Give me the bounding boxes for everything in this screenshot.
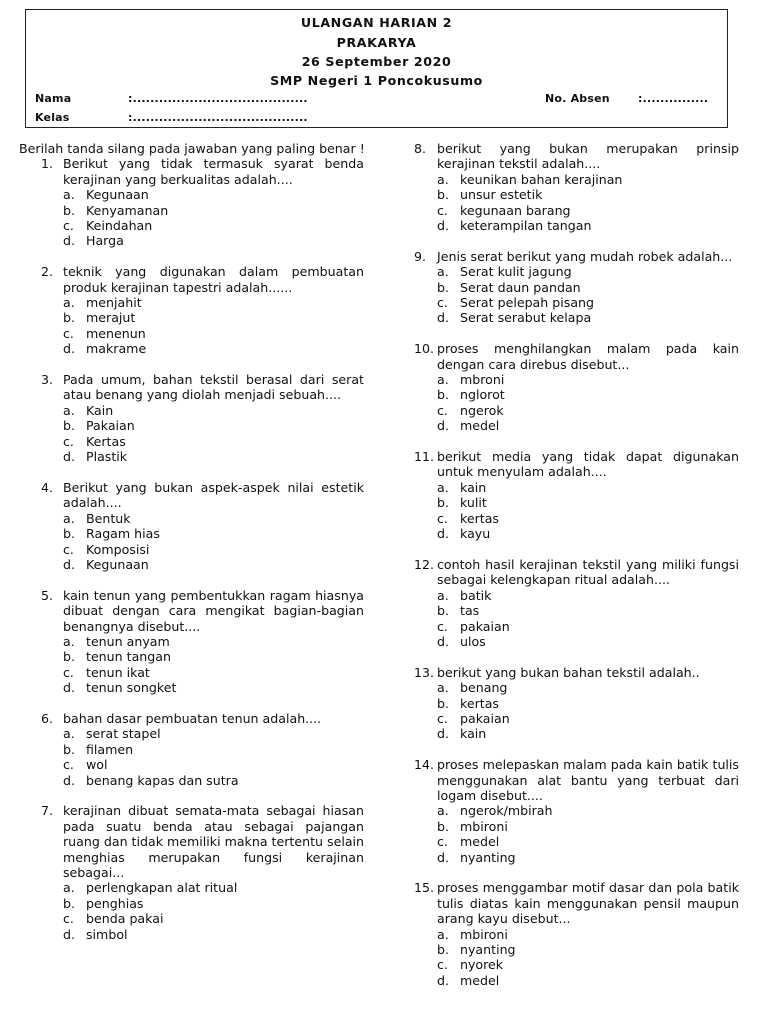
answer-options xyxy=(437,927,739,989)
question-number: 11. xyxy=(414,449,435,465)
question-number: 5. xyxy=(40,587,53,603)
class-field[interactable]: :........................................ xyxy=(128,111,308,124)
answer-option[interactable] xyxy=(63,187,364,202)
option-letter: b. xyxy=(63,649,75,665)
option-letter: c. xyxy=(63,757,74,773)
question-item xyxy=(414,249,739,326)
question-item xyxy=(19,372,364,464)
option-letter: c. xyxy=(437,834,448,850)
subject-title: PRAKARYA xyxy=(336,35,417,50)
option-letter: a. xyxy=(437,479,449,495)
question-number: 7. xyxy=(40,803,53,819)
answer-option[interactable] xyxy=(437,957,739,972)
option-letter: b. xyxy=(63,202,75,218)
question-text: Jenis serat berikut yang mudah robek adalah... xyxy=(437,248,733,264)
answer-option[interactable] xyxy=(63,434,364,449)
option-letter: d. xyxy=(63,772,75,788)
option-letter: d. xyxy=(63,233,75,249)
name-field[interactable]: :........................................ xyxy=(128,92,308,105)
answer-option[interactable] xyxy=(63,418,364,433)
answer-option[interactable] xyxy=(437,819,739,834)
question-number: 1. xyxy=(40,156,53,172)
option-text: tenun ikat xyxy=(86,664,150,680)
answer-option[interactable] xyxy=(437,834,739,849)
question-text: Pada umum, bahan tekstil berasal dari serat atau benang yang diolah menjadi sebuah.... xyxy=(63,372,364,403)
option-letter: a. xyxy=(437,264,449,280)
answer-option[interactable] xyxy=(437,495,739,510)
option-text: keterampilan tangan xyxy=(460,218,592,234)
answer-options xyxy=(437,172,739,234)
option-letter: b. xyxy=(63,310,75,326)
question-number: 15. xyxy=(414,880,435,896)
option-text: mbironi xyxy=(460,818,508,834)
answer-option[interactable] xyxy=(437,295,739,310)
question-text: kerajinan dibuat semata-mata sebagai hiasan pada suatu benda atau sebagai pajangan ruang dan tidak memiliki makna tertentu selain menghias merupakan fungsi kerajinan sebagai... xyxy=(63,803,365,880)
question-item xyxy=(414,449,739,541)
answer-option[interactable] xyxy=(63,526,364,541)
answer-options xyxy=(63,634,364,696)
option-text: Serat serabut kelapa xyxy=(460,310,592,326)
answer-options xyxy=(63,880,364,942)
option-text: tas xyxy=(460,603,480,619)
option-letter: c. xyxy=(63,911,74,927)
question-item xyxy=(19,588,364,696)
option-letter: d. xyxy=(437,218,449,234)
option-letter: d. xyxy=(63,926,75,942)
option-letter: c. xyxy=(437,710,448,726)
option-text: merajut xyxy=(86,310,136,326)
answer-option[interactable] xyxy=(63,927,364,942)
option-text: perlengkapan alat ritual xyxy=(86,880,238,896)
option-letter: c. xyxy=(437,295,448,311)
name-label: Nama xyxy=(35,92,72,105)
option-letter: b. xyxy=(63,895,75,911)
option-letter: a. xyxy=(437,926,449,942)
answer-option[interactable] xyxy=(437,803,739,818)
absen-label: No. Absen xyxy=(545,92,610,105)
option-letter: b. xyxy=(437,695,449,711)
question-number: 2. xyxy=(40,264,53,280)
option-text: kulit xyxy=(460,495,487,511)
question-number: 9. xyxy=(414,248,427,264)
option-text: unsur estetik xyxy=(460,187,543,203)
question-list-left xyxy=(19,156,364,942)
exam-date: 26 September 2020 xyxy=(301,54,452,69)
answer-option[interactable] xyxy=(437,372,739,387)
answer-option[interactable] xyxy=(437,403,739,418)
school-name: SMP Negeri 1 Poncokusumo xyxy=(270,73,483,88)
question-column-left xyxy=(19,141,364,957)
question-list-right xyxy=(414,141,739,988)
question-item xyxy=(414,341,739,433)
question-item xyxy=(414,757,739,865)
answer-option[interactable] xyxy=(63,203,364,218)
answer-option[interactable] xyxy=(63,542,364,557)
question-item xyxy=(414,141,739,233)
answer-option[interactable] xyxy=(63,680,364,695)
question-item xyxy=(414,880,739,988)
option-text: Serat pelepah pisang xyxy=(460,295,595,311)
option-letter: a. xyxy=(437,171,449,187)
option-text: kertas xyxy=(460,695,499,711)
option-letter: c. xyxy=(437,957,448,973)
option-text: Kenyamanan xyxy=(86,202,169,218)
option-letter: d. xyxy=(437,726,449,742)
question-text: proses menggambar motif dasar dan pola batik tulis diatas kain menggunakan pensil maupun arang kayu disebut... xyxy=(437,880,739,927)
option-text: batik xyxy=(460,587,492,603)
option-letter: c. xyxy=(437,202,448,218)
absen-field[interactable]: :............... xyxy=(638,92,709,105)
answer-option[interactable] xyxy=(437,418,739,433)
question-item xyxy=(19,711,364,788)
option-letter: a. xyxy=(63,880,75,896)
option-text: medel xyxy=(460,418,500,434)
option-letter: c. xyxy=(437,402,448,418)
option-letter: b. xyxy=(63,526,75,542)
option-text: menjahit xyxy=(86,295,142,311)
answer-option[interactable] xyxy=(63,310,364,325)
question-item xyxy=(414,665,739,742)
option-text: serat stapel xyxy=(86,726,161,742)
answer-options xyxy=(63,187,364,249)
option-letter: b. xyxy=(437,495,449,511)
option-letter: c. xyxy=(63,541,74,557)
question-text: proses melepaskan malam pada kain batik tulis menggunakan alat bantu yang terbuat dari logam disebut.... xyxy=(437,757,739,803)
option-text: Serat kulit jagung xyxy=(460,264,572,280)
answer-option[interactable] xyxy=(437,696,739,711)
option-text: Bentuk xyxy=(86,510,131,526)
option-text: keunikan bahan kerajinan xyxy=(460,171,623,187)
answer-option[interactable] xyxy=(63,649,364,664)
option-letter: a. xyxy=(63,510,75,526)
question-number: 8. xyxy=(414,141,427,156)
answer-option[interactable] xyxy=(437,850,739,865)
option-text: Harga xyxy=(86,233,124,249)
option-letter: b. xyxy=(437,279,449,295)
answer-option[interactable] xyxy=(63,634,364,649)
answer-option[interactable] xyxy=(63,218,364,233)
answer-option[interactable] xyxy=(63,511,364,526)
answer-option[interactable] xyxy=(63,665,364,680)
answer-option[interactable] xyxy=(437,264,739,279)
option-text: Serat daun pandan xyxy=(460,279,581,295)
answer-option[interactable] xyxy=(437,973,739,988)
option-letter: d. xyxy=(63,449,75,465)
option-text: Komposisi xyxy=(86,541,150,557)
exam-title: ULANGAN HARIAN 2 xyxy=(300,15,453,30)
answer-option[interactable] xyxy=(63,326,364,341)
question-text: teknik yang digunakan dalam pembuatan produk kerajinan tapestri adalah...... xyxy=(63,264,364,295)
option-text: Kain xyxy=(86,402,114,418)
question-number: 12. xyxy=(414,556,435,572)
answer-option[interactable] xyxy=(63,911,364,926)
answer-option[interactable] xyxy=(437,280,739,295)
answer-option[interactable] xyxy=(437,619,739,634)
option-letter: c. xyxy=(437,510,448,526)
answer-options xyxy=(437,480,739,542)
option-text: tenun anyam xyxy=(86,633,170,649)
answer-options xyxy=(437,588,739,650)
instruction-text: Berilah tanda silang pada jawaban yang paling benar ! xyxy=(19,141,365,156)
option-letter: a. xyxy=(63,726,75,742)
answer-option[interactable] xyxy=(437,172,739,187)
option-letter: b. xyxy=(63,418,75,434)
option-letter: d. xyxy=(437,526,449,542)
question-text: berikut media yang tidak dapat digunakan untuk menyulam adalah.... xyxy=(437,449,739,480)
question-text: kain tenun yang pembentukkan ragam hiasnya dibuat dengan cara mengikat bagian-bagian benangnya disebut.... xyxy=(63,587,364,634)
question-column-right xyxy=(414,141,739,1004)
question-number: 4. xyxy=(40,479,53,495)
option-letter: a. xyxy=(437,680,449,696)
option-text: tenun tangan xyxy=(86,649,171,665)
answer-option[interactable] xyxy=(437,387,739,402)
option-text: tenun songket xyxy=(86,680,177,696)
question-text: berikut yang bukan merupakan prinsip kerajinan tekstil adalah.... xyxy=(437,141,739,172)
answer-option[interactable] xyxy=(63,726,364,741)
answer-option[interactable] xyxy=(437,511,739,526)
option-text: mbironi xyxy=(460,926,508,942)
option-letter: a. xyxy=(63,295,75,311)
answer-option[interactable] xyxy=(437,480,739,495)
option-letter: d. xyxy=(437,972,449,988)
question-text: berikut yang bukan bahan tekstil adalah.. xyxy=(437,664,700,680)
answer-option[interactable] xyxy=(437,310,739,325)
answer-option[interactable] xyxy=(63,557,364,572)
question-number: 10. xyxy=(414,341,435,357)
option-letter: a. xyxy=(437,587,449,603)
question-text: Berikut yang tidak termasuk syarat benda kerajinan yang berkualitas adalah.... xyxy=(63,156,364,187)
option-letter: c. xyxy=(63,664,74,680)
answer-option[interactable] xyxy=(63,403,364,418)
option-letter: a. xyxy=(63,402,75,418)
option-text: menenun xyxy=(86,325,146,341)
answer-option[interactable] xyxy=(63,773,364,788)
question-text: Berikut yang bukan aspek-aspek nilai estetik adalah.... xyxy=(63,479,364,511)
answer-option[interactable] xyxy=(437,634,739,649)
question-item xyxy=(19,480,364,572)
exam-header xyxy=(25,9,728,128)
option-letter: a. xyxy=(63,633,75,649)
option-text: ulos xyxy=(460,633,486,649)
question-text: bahan dasar pembuatan tenun adalah.... xyxy=(63,710,322,726)
question-number: 6. xyxy=(40,710,53,726)
option-text: nyanting xyxy=(460,849,516,865)
answer-option[interactable] xyxy=(63,896,364,911)
option-letter: d. xyxy=(63,680,75,696)
question-item xyxy=(414,557,739,649)
option-letter: d. xyxy=(437,633,449,649)
answer-option[interactable] xyxy=(63,880,364,895)
answer-option[interactable] xyxy=(437,726,739,741)
answer-option[interactable] xyxy=(437,942,739,957)
answer-option[interactable] xyxy=(63,449,364,464)
option-text: Ragam hias xyxy=(86,526,160,542)
answer-option[interactable] xyxy=(437,603,739,618)
answer-options xyxy=(63,295,364,357)
option-text: nyanting xyxy=(460,942,516,958)
option-text: Kertas xyxy=(86,433,126,449)
option-text: nyorek xyxy=(460,957,504,973)
option-text: Kegunaan xyxy=(86,187,149,203)
option-text: Plastik xyxy=(86,449,128,465)
answer-options xyxy=(63,726,364,788)
option-letter: a. xyxy=(437,803,449,819)
answer-option[interactable] xyxy=(437,218,739,233)
option-letter: d. xyxy=(437,310,449,326)
option-text: pakaian xyxy=(460,618,510,634)
option-letter: a. xyxy=(437,372,449,388)
option-text: makrame xyxy=(86,341,147,357)
class-label: Kelas xyxy=(35,111,70,124)
answer-options xyxy=(437,372,739,434)
option-letter: c. xyxy=(63,218,74,234)
option-text: benang xyxy=(460,680,508,696)
option-text: simbol xyxy=(86,926,128,942)
option-text: penghias xyxy=(86,895,144,911)
question-number: 13. xyxy=(414,664,435,680)
option-letter: d. xyxy=(63,556,75,572)
answer-option[interactable] xyxy=(437,680,739,695)
question-item xyxy=(19,156,364,248)
answer-option[interactable] xyxy=(437,927,739,942)
option-text: pakaian xyxy=(460,710,510,726)
option-letter: c. xyxy=(63,433,74,449)
answer-options xyxy=(437,680,739,742)
answer-option[interactable] xyxy=(437,203,739,218)
option-text: medel xyxy=(460,972,500,988)
option-letter: b. xyxy=(437,603,449,619)
option-letter: b. xyxy=(63,741,75,757)
option-text: kayu xyxy=(460,526,491,542)
answer-option[interactable] xyxy=(437,526,739,541)
option-letter: b. xyxy=(437,818,449,834)
answer-option[interactable] xyxy=(63,341,364,356)
answer-options xyxy=(437,264,739,326)
option-text: ngerok/mbirah xyxy=(460,803,553,819)
option-letter: c. xyxy=(63,325,74,341)
option-letter: b. xyxy=(437,387,449,403)
question-text: proses menghilangkan malam pada kain dengan cara direbus disebut... xyxy=(437,341,739,372)
answer-option[interactable] xyxy=(63,233,364,248)
option-letter: d. xyxy=(63,341,75,357)
option-text: filamen xyxy=(86,741,134,757)
option-text: Pakaian xyxy=(86,418,135,434)
answer-option[interactable] xyxy=(437,711,739,726)
option-text: nglorot xyxy=(460,387,505,403)
question-number: 14. xyxy=(414,757,435,773)
option-letter: c. xyxy=(437,618,448,634)
answer-option[interactable] xyxy=(63,742,364,757)
option-text: wol xyxy=(86,757,108,773)
option-text: ngerok xyxy=(460,402,504,418)
option-text: kertas xyxy=(460,510,499,526)
option-text: Kegunaan xyxy=(86,556,149,572)
option-text: benda pakai xyxy=(86,911,164,927)
option-text: Keindahan xyxy=(86,218,153,234)
option-letter: d. xyxy=(437,849,449,865)
option-text: benang kapas dan sutra xyxy=(86,772,239,788)
answer-options xyxy=(437,803,739,865)
option-text: kain xyxy=(460,726,487,742)
answer-option[interactable] xyxy=(63,295,364,310)
option-letter: a. xyxy=(63,187,75,203)
answer-options xyxy=(63,511,364,573)
option-text: medel xyxy=(460,834,500,850)
question-number: 3. xyxy=(40,372,53,388)
option-text: mbroni xyxy=(460,372,505,388)
answer-option[interactable] xyxy=(437,187,739,202)
question-item xyxy=(19,264,364,356)
answer-option[interactable] xyxy=(63,757,364,772)
option-letter: b. xyxy=(437,942,449,958)
answer-options xyxy=(63,403,364,465)
option-text: kain xyxy=(460,479,487,495)
question-item xyxy=(19,803,364,942)
answer-option[interactable] xyxy=(437,588,739,603)
option-letter: b. xyxy=(437,187,449,203)
option-text: kegunaan barang xyxy=(460,202,571,218)
question-text: contoh hasil kerajinan tekstil yang miliki fungsi sebagai kelengkapan ritual adalah.... xyxy=(437,556,739,588)
option-letter: d. xyxy=(437,418,449,434)
